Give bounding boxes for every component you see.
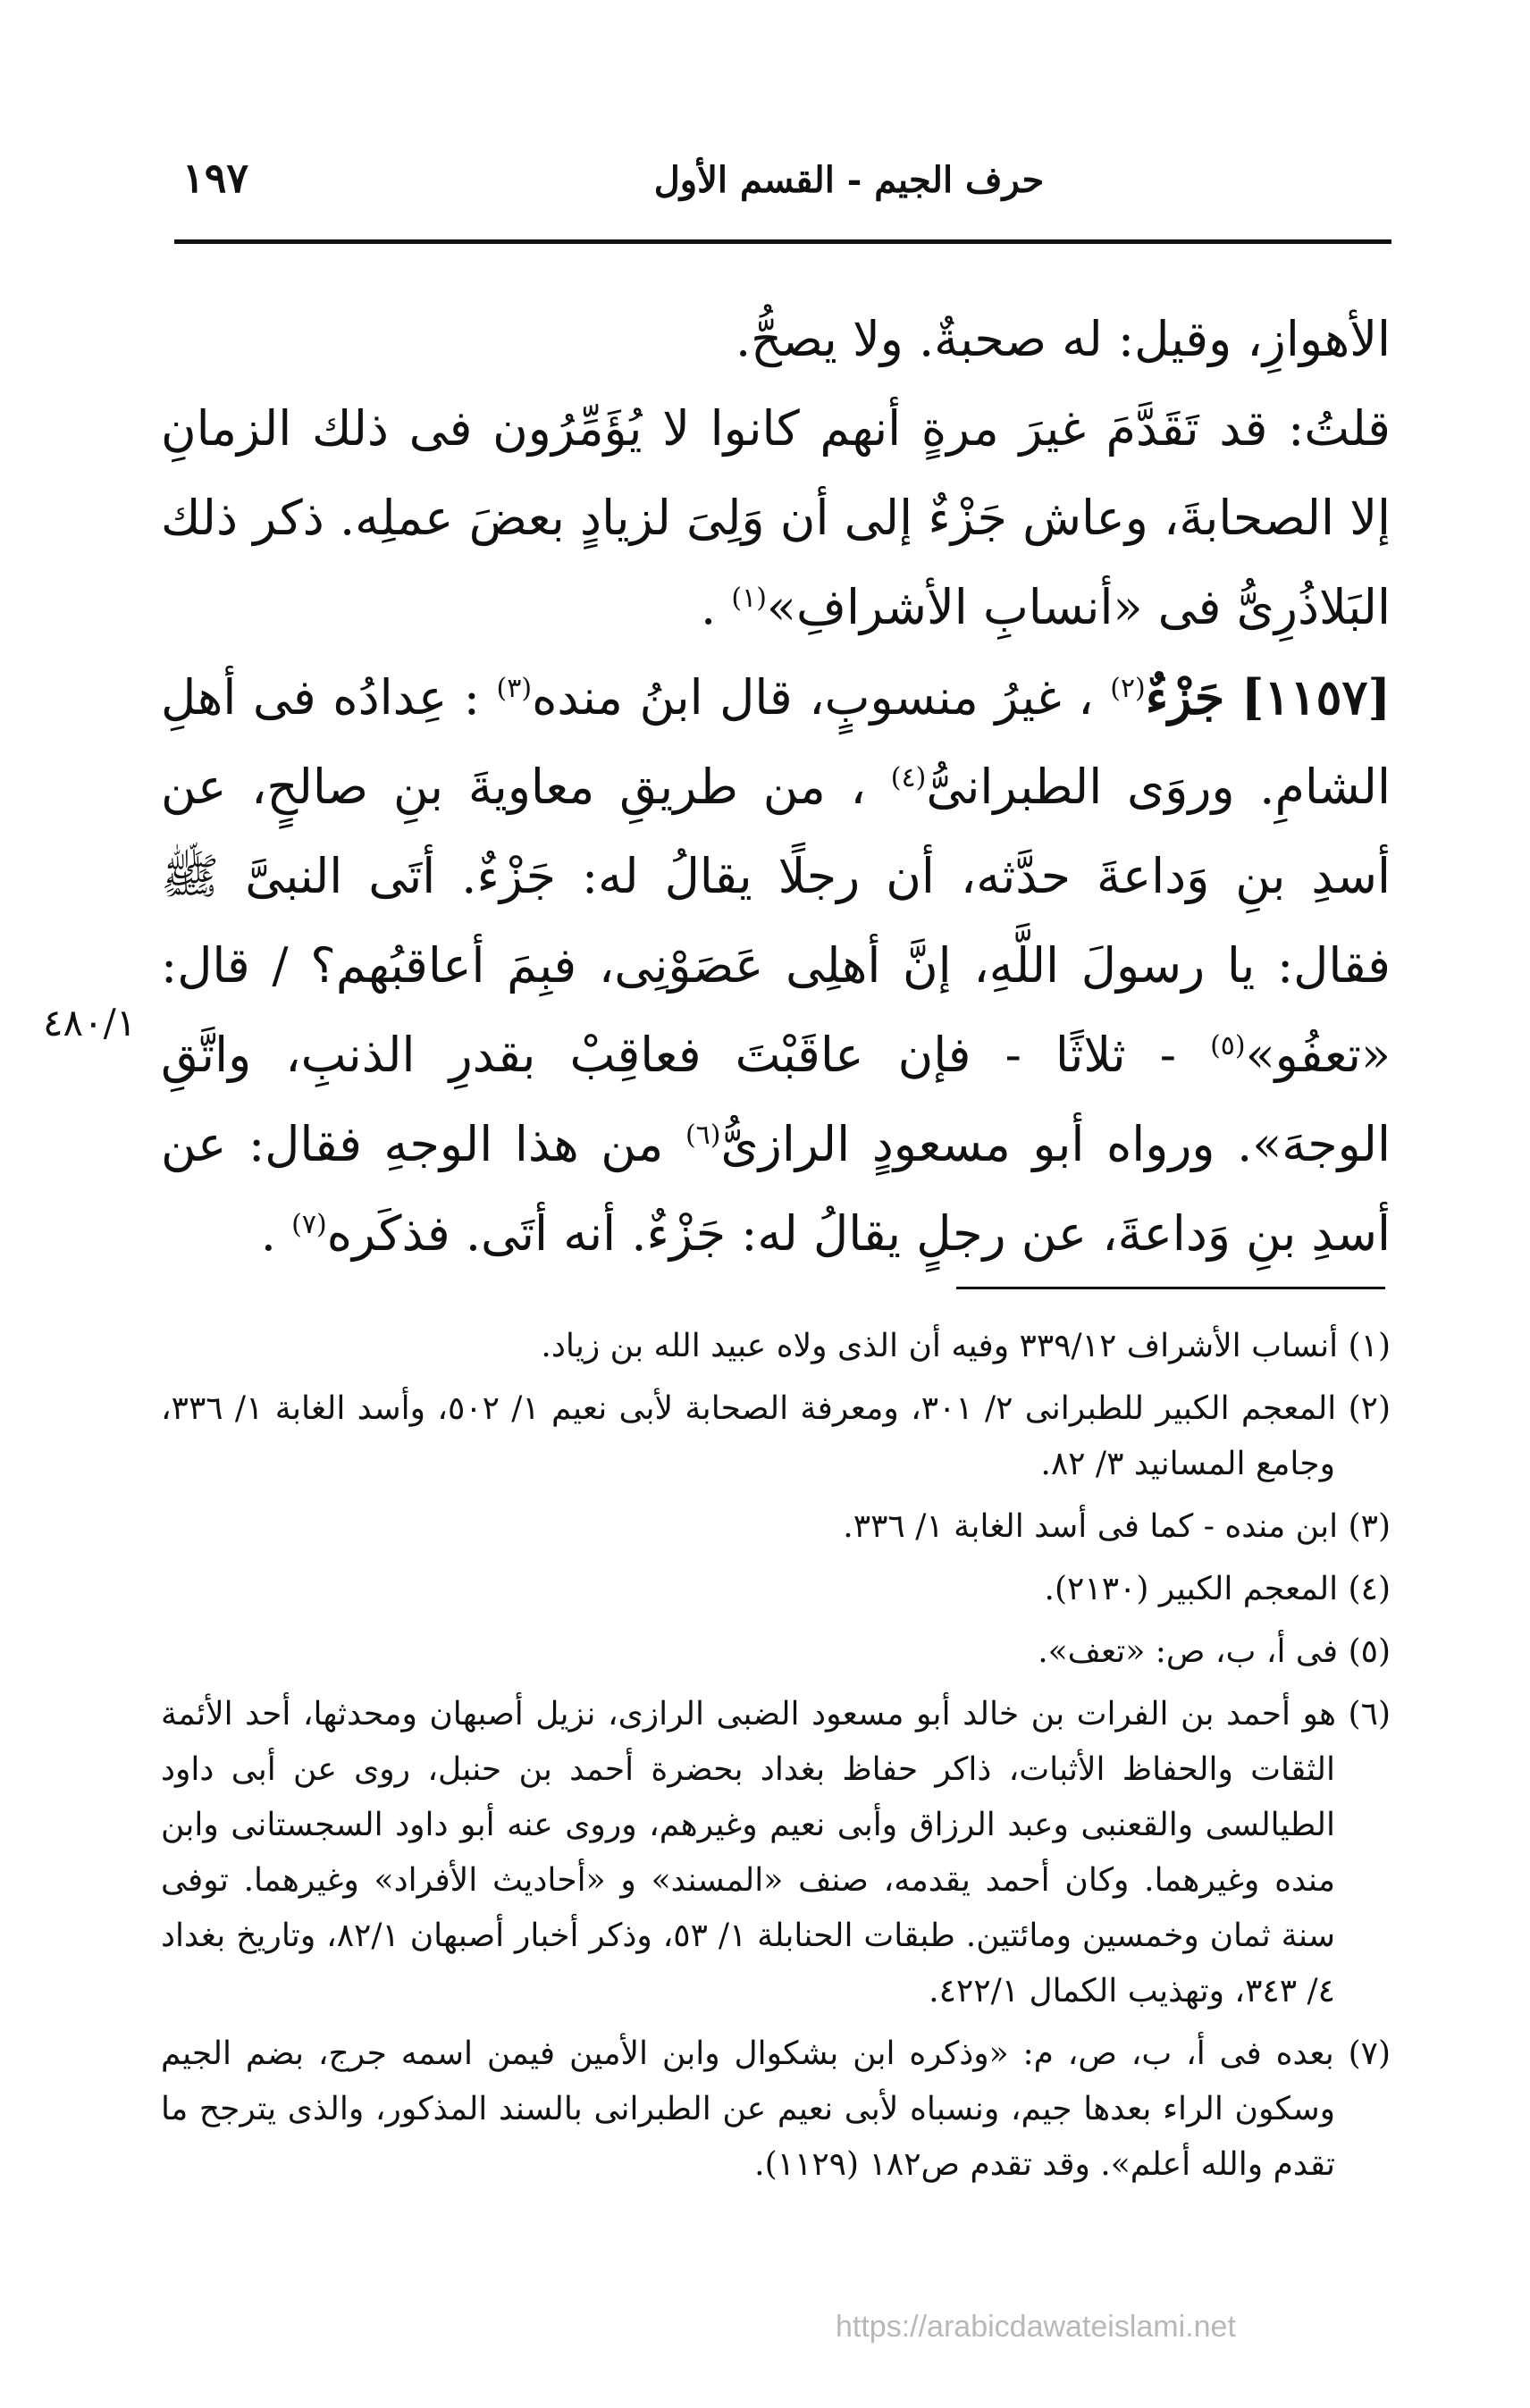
footnote-ref-5: (٥) <box>1210 1030 1246 1061</box>
entry-text-5: من هذا الوجهِ فقال: عن أسدِ بنِ وَداعةَ، عن رجلٍ يقالُ له: جَزْءٌ. أنه أتَى. فذكَره <box>161 1116 1391 1262</box>
running-title: حرف الجيم - القسم الأول <box>653 159 1045 201</box>
footnote-5: (٥) فى أ، ب، ص: «تعف». <box>1038 1633 1391 1670</box>
entry-name: جَزْءٌ <box>1145 668 1225 726</box>
main-text <box>161 295 1391 1279</box>
footnote-7: (٧) بعده فى أ، ب، ص، م: «وذكره ابن بشكوال وابن الأمين فيمن اسمه جرج، بضم الجيم وسكون الراء بعدها جيم، ونسباه لأبى نعيم عن الطبرانى بالسند المذكور، والذى يترجح ما تقدم والله أعلم». وقد تقدم ص١٨٢ (١١٢٩). <box>161 2035 1391 2183</box>
watermark-url: https://arabicdawateislami.net <box>836 2310 1236 2344</box>
footnote-ref-1: (١) <box>731 583 767 614</box>
paragraph-text: قلتُ: قد تَقَدَّمَ غيرَ مرةٍ أنهم كانوا لا يُؤَمِّرُون فى ذلك الزمانِ إلا الصحابةَ، وعاش جَزْءٌ إلى أن وَلِىَ لزيادٍ بعضَ عملِه. ذكر ذلك البَلاذُرِىُّ فى «أنسابِ الأشرافِ» <box>161 400 1391 635</box>
footnote-ref-6: (٦) <box>685 1120 721 1151</box>
footnotes <box>161 1319 1391 2200</box>
footnote-2: (٢) المعجم الكبير للطبرانى ٢/ ٣٠١، ومعرفة الصحابة لأبى نعيم ١/ ٥٠٢، وأسد الغابة ١/ ٣٣٦، وجامع المسانيد ٣/ ٨٢. <box>161 1390 1391 1482</box>
footnote-4: (٤) المعجم الكبير (٢١٣٠). <box>1044 1571 1391 1607</box>
footnote-ref-3: (٣) <box>496 673 533 704</box>
entry-text-3: ، من طريقِ معاويةَ بنِ صالحٍ، عن أسدِ بنِ وَداعةَ حدَّثه، أن رجلًا يقالُ له: جَزْءٌ. أتَى النبىَّ ﷺ فقال: يا رسولَ اللَّهِ، إنَّ أهلِى عَصَوْنِى، فبِمَ أعاقبُهم؟ / قال: «تعفُو» <box>161 759 1391 1083</box>
header-rule <box>174 239 1391 244</box>
entry-1157 <box>161 652 1391 1279</box>
page-number: ١٩٧ <box>182 154 249 202</box>
footnote-ref-7: (٧) <box>291 1209 327 1240</box>
body-paragraph-2 <box>161 384 1391 652</box>
entry-text-6: . <box>260 1205 276 1262</box>
footnote-ref-2: (٢) <box>1110 673 1146 704</box>
footnote-separator <box>956 1287 1385 1289</box>
entry-text-4: - ثلاثًا - فإن عاقَبْتَ فعاقِبْ بقدرِ الذنبِ، واتَّقِ الوجهَ». ورواه أبو مسعودٍ الرازىُّ <box>161 1027 1391 1172</box>
page-header <box>170 154 1399 216</box>
entry-number: [١١٥٧] <box>1240 668 1391 726</box>
body-line-1: الأهوازِ، وقيل: له صحبةٌ. ولا يصحُّ. <box>735 311 1391 367</box>
paragraph-end: . <box>701 579 717 635</box>
entry-text-1: ، غيرُ منسوبٍ، قال ابنُ منده <box>532 669 1094 726</box>
footnote-ref-4: (٤) <box>890 762 927 793</box>
footnote-1: (١) أنساب الأشراف ٣٣٩/١٢ وفيه أن الذى ولاه عبيد الله بن زياد. <box>541 1328 1391 1364</box>
margin-page-ref: ٤٨٠/١ <box>43 1001 137 1045</box>
footnote-3: (٣) ابن منده - كما فى أسد الغابة ١/ ٣٣٦. <box>843 1508 1391 1545</box>
entry-text-2: : عِدادُه فى أهلِ الشامِ. وروَى الطبرانىُّ <box>161 669 1391 815</box>
footnote-6: (٦) هو أحمد بن الفرات بن خالد أبو مسعود الضبى الرازى، نزيل أصبهان ومحدثها، أحد الأئمة الثقات والحفاظ الأثبات، ذاكر حفاظ بغداد بحضرة أحمد بن حنبل، روى عن أبى داود الطيالسى والقعنبى وعبد الرزاق وأبى نعيم وغيرهم، وروى عنه أبو داود السجستانى وابن منده وغيرهما. وكان أحمد يقدمه، صنف «المسند» و «أحاديث الأفراد» وغيرهما. توفى سنة ثمان وخمسين ومائتين. طبقات الحنابلة ١/ ٥٣، وذكر أخبار أصبهان ٨٢/١، وتاريخ بغداد ٤/ ٣٤٣، وتهذيب الكمال ٤٢٢/١. <box>161 1696 1391 2009</box>
